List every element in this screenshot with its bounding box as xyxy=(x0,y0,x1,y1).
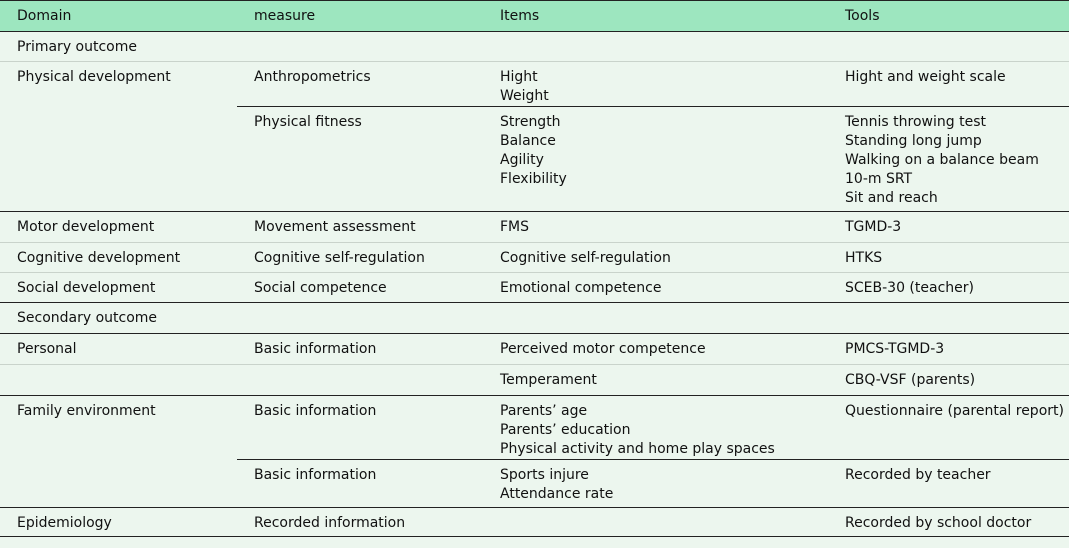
cell-tools xyxy=(828,303,1069,334)
cell-domain: Secondary outcome xyxy=(0,303,237,334)
tool-line: Questionnaire (parental report) xyxy=(845,403,1064,419)
cell-measure: Basic information xyxy=(237,334,483,365)
cell-items xyxy=(483,273,828,303)
table-row xyxy=(0,243,1069,273)
cell-tools xyxy=(828,396,1069,460)
item-line: Perceived motor competence xyxy=(500,341,706,357)
item-line: Cognitive self-regulation xyxy=(500,250,671,266)
tool-line: Tennis throwing test xyxy=(845,114,986,130)
cell-measure xyxy=(237,32,483,62)
cell-domain: Epidemiology xyxy=(0,508,237,537)
item-line: Strength xyxy=(500,114,561,130)
tool-line: 10-m SRT xyxy=(845,171,913,187)
cell-items xyxy=(483,334,828,365)
cell-measure: Social competence xyxy=(237,273,483,303)
item-line: Attendance rate xyxy=(500,486,614,502)
item-line: Agility xyxy=(500,152,544,168)
header-measure: measure xyxy=(237,1,483,32)
cell-tools xyxy=(828,273,1069,303)
cell-measure: Anthropometrics xyxy=(237,62,483,107)
cell-tools xyxy=(828,460,1069,508)
tool-line: SCEB-30 (teacher) xyxy=(845,280,974,296)
tool-line: Walking on a balance beam xyxy=(845,152,1039,168)
cell-domain: Physical development xyxy=(17,69,171,85)
cell-items xyxy=(483,32,828,62)
cell-measure xyxy=(237,303,483,334)
cell-items xyxy=(483,107,828,212)
table-row xyxy=(0,460,1069,508)
cell-tools xyxy=(828,212,1069,243)
cell-domain xyxy=(0,460,237,508)
cell-items xyxy=(483,508,828,537)
cell-measure: Basic information xyxy=(237,396,483,460)
table-row xyxy=(0,396,1069,460)
header-domain: Domain xyxy=(0,1,237,32)
item-line: Sports injure xyxy=(500,467,589,483)
cell-measure xyxy=(237,365,483,396)
header-items: Items xyxy=(483,1,828,32)
table-row xyxy=(0,212,1069,243)
table-row xyxy=(0,107,1069,212)
item-line: Parents’ education xyxy=(500,422,631,438)
cell-domain xyxy=(0,107,237,212)
table-row xyxy=(0,365,1069,396)
cell-items xyxy=(483,243,828,273)
tool-line: Recorded by teacher xyxy=(845,467,991,483)
cell-tools xyxy=(828,107,1069,212)
cell-domain: Personal xyxy=(0,334,237,365)
cell-items xyxy=(483,460,828,508)
cell-items xyxy=(483,365,828,396)
cell-tools xyxy=(828,508,1069,537)
tool-line: HTKS xyxy=(845,250,883,266)
cell-tools xyxy=(828,62,1069,107)
table-row xyxy=(0,508,1069,537)
table-row xyxy=(0,334,1069,365)
tool-line: Standing long jump xyxy=(845,133,982,149)
item-line: Physical activity and home play spaces xyxy=(500,441,775,457)
cell-measure: Movement assessment xyxy=(237,212,483,243)
tool-line: Sit and reach xyxy=(845,190,938,206)
table-body xyxy=(0,32,1069,537)
cell-items xyxy=(483,396,828,460)
cell-items xyxy=(483,303,828,334)
cell-tools xyxy=(828,243,1069,273)
tool-line: Hight and weight scale xyxy=(845,69,1006,85)
cell-measure: Physical fitness xyxy=(237,107,483,212)
cell-tools xyxy=(828,334,1069,365)
cell-items xyxy=(483,212,828,243)
item-line: Emotional competence xyxy=(500,280,662,296)
header-tools: Tools xyxy=(828,1,1069,32)
cell-tools xyxy=(828,365,1069,396)
table-row xyxy=(0,62,1069,107)
cell-domain xyxy=(0,365,237,396)
tool-line: Recorded by school doctor xyxy=(845,515,1032,531)
tool-line: TGMD-3 xyxy=(845,219,902,235)
item-line: Weight xyxy=(500,88,549,104)
cell-domain: Family environment xyxy=(17,403,156,419)
item-line: Temperament xyxy=(500,372,597,388)
cell-measure: Cognitive self-regulation xyxy=(237,243,483,273)
table-row xyxy=(0,32,1069,62)
tool-line: CBQ-VSF (parents) xyxy=(845,372,976,388)
item-line: Flexibility xyxy=(500,171,567,187)
item-line: Parents’ age xyxy=(500,403,588,419)
table-header-row xyxy=(0,1,1069,32)
table-row xyxy=(0,303,1069,334)
cell-domain: Primary outcome xyxy=(0,32,237,62)
cell-tools xyxy=(828,32,1069,62)
item-line: Hight xyxy=(500,69,538,85)
cell-measure: Recorded information xyxy=(237,508,483,537)
cell-measure: Basic information xyxy=(237,460,483,508)
tool-line: PMCS-TGMD-3 xyxy=(845,341,945,357)
item-line: Balance xyxy=(500,133,556,149)
table-row xyxy=(0,273,1069,303)
cell-domain: Cognitive development xyxy=(0,243,237,273)
item-line: FMS xyxy=(500,219,530,235)
cell-items xyxy=(483,62,828,107)
cell-domain: Social development xyxy=(0,273,237,303)
cell-domain: Motor development xyxy=(0,212,237,243)
